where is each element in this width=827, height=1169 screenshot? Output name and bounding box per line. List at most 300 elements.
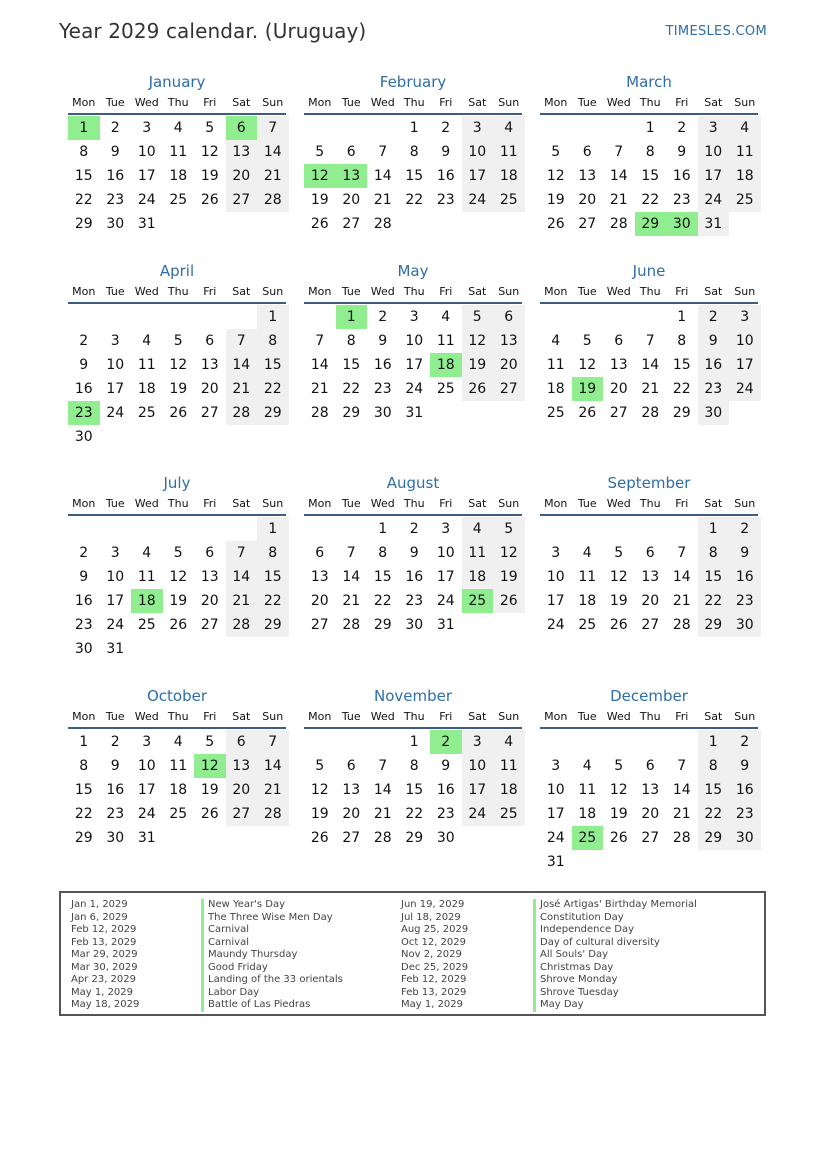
day-cell[interactable]: 1 xyxy=(257,517,289,541)
day-cell[interactable]: 16 xyxy=(74,381,93,397)
day-cell[interactable]: 24 xyxy=(106,405,125,421)
day-cell[interactable]: 26 xyxy=(462,377,494,401)
day-cell[interactable]: 30 xyxy=(436,830,455,846)
day-cell[interactable]: 6 xyxy=(346,144,356,160)
day-cell[interactable]: 21 xyxy=(342,593,361,609)
day-cell[interactable]: 8 xyxy=(79,144,89,160)
day-cell[interactable]: 9 xyxy=(729,754,761,778)
day-cell[interactable]: 4 xyxy=(551,333,561,349)
day-cell[interactable]: 14 xyxy=(672,569,691,585)
day-cell[interactable]: 26 xyxy=(200,806,219,822)
day-cell[interactable]: 2 xyxy=(677,120,687,136)
day-cell[interactable]: 16 xyxy=(729,565,761,589)
day-cell[interactable]: 26 xyxy=(310,830,329,846)
day-cell[interactable]: 4 xyxy=(582,758,592,774)
day-cell[interactable]: 23 xyxy=(436,192,455,208)
day-cell[interactable]: 12 xyxy=(462,329,494,353)
day-cell[interactable]: 22 xyxy=(257,589,289,613)
day-cell[interactable]: 21 xyxy=(226,377,258,401)
day-cell[interactable]: 15 xyxy=(74,782,93,798)
day-cell[interactable]: 5 xyxy=(493,517,525,541)
day-cell[interactable]: 21 xyxy=(672,806,691,822)
day-cell[interactable]: 3 xyxy=(110,545,120,561)
day-cell[interactable]: 15 xyxy=(698,778,730,802)
day-cell[interactable]: 1 xyxy=(257,305,289,329)
day-cell[interactable]: 13 xyxy=(200,357,219,373)
day-cell[interactable]: 15 xyxy=(672,357,691,373)
day-cell[interactable]: 22 xyxy=(405,806,424,822)
day-cell-holiday[interactable]: 13 xyxy=(336,164,368,188)
day-cell[interactable]: 9 xyxy=(409,545,419,561)
day-cell[interactable]: 4 xyxy=(493,730,525,754)
day-cell[interactable]: 6 xyxy=(493,305,525,329)
day-cell[interactable]: 11 xyxy=(462,541,494,565)
day-cell[interactable]: 24 xyxy=(405,381,424,397)
day-cell[interactable]: 19 xyxy=(310,192,329,208)
day-cell[interactable]: 13 xyxy=(609,357,628,373)
day-cell[interactable]: 14 xyxy=(226,353,258,377)
day-cell-holiday[interactable]: 25 xyxy=(572,826,604,850)
day-cell[interactable]: 7 xyxy=(257,116,289,140)
day-cell[interactable]: 11 xyxy=(729,140,761,164)
day-cell[interactable]: 15 xyxy=(641,168,660,184)
day-cell[interactable]: 15 xyxy=(405,782,424,798)
day-cell[interactable]: 26 xyxy=(546,216,565,232)
day-cell[interactable]: 29 xyxy=(373,617,392,633)
day-cell[interactable]: 21 xyxy=(672,593,691,609)
day-cell[interactable]: 1 xyxy=(677,309,687,325)
day-cell[interactable]: 7 xyxy=(677,545,687,561)
day-cell[interactable]: 20 xyxy=(641,593,660,609)
day-cell[interactable]: 8 xyxy=(346,333,356,349)
day-cell[interactable]: 24 xyxy=(546,830,565,846)
day-cell[interactable]: 15 xyxy=(342,357,361,373)
day-cell[interactable]: 17 xyxy=(729,353,761,377)
day-cell[interactable]: 17 xyxy=(436,569,455,585)
day-cell[interactable]: 13 xyxy=(200,569,219,585)
day-cell[interactable]: 29 xyxy=(698,613,730,637)
day-cell[interactable]: 10 xyxy=(546,569,565,585)
day-cell[interactable]: 22 xyxy=(342,381,361,397)
day-cell[interactable]: 19 xyxy=(169,381,188,397)
day-cell[interactable]: 9 xyxy=(441,144,451,160)
day-cell[interactable]: 2 xyxy=(441,120,451,136)
day-cell[interactable]: 8 xyxy=(409,758,419,774)
day-cell-holiday[interactable]: 12 xyxy=(304,164,336,188)
brand-link[interactable]: TIMESLES.COM xyxy=(665,24,767,39)
day-cell[interactable]: 23 xyxy=(74,617,93,633)
day-cell[interactable]: 31 xyxy=(137,216,156,232)
day-cell[interactable]: 2 xyxy=(79,545,89,561)
day-cell[interactable]: 10 xyxy=(546,782,565,798)
day-cell[interactable]: 28 xyxy=(226,401,258,425)
day-cell[interactable]: 11 xyxy=(169,758,188,774)
day-cell[interactable]: 17 xyxy=(698,164,730,188)
day-cell[interactable]: 24 xyxy=(729,377,761,401)
day-cell[interactable]: 30 xyxy=(729,613,761,637)
day-cell[interactable]: 11 xyxy=(578,782,597,798)
day-cell[interactable]: 7 xyxy=(226,541,258,565)
day-cell[interactable]: 3 xyxy=(551,758,561,774)
day-cell[interactable]: 17 xyxy=(546,593,565,609)
day-cell[interactable]: 3 xyxy=(462,730,494,754)
day-cell-holiday[interactable]: 18 xyxy=(430,353,462,377)
day-cell[interactable]: 6 xyxy=(315,545,325,561)
day-cell[interactable]: 25 xyxy=(546,405,565,421)
day-cell[interactable]: 7 xyxy=(378,144,388,160)
day-cell[interactable]: 30 xyxy=(373,405,392,421)
day-cell[interactable]: 21 xyxy=(609,192,628,208)
day-cell[interactable]: 12 xyxy=(310,782,329,798)
day-cell-holiday[interactable]: 1 xyxy=(336,305,368,329)
day-cell[interactable]: 23 xyxy=(672,192,691,208)
day-cell[interactable]: 31 xyxy=(436,617,455,633)
day-cell[interactable]: 9 xyxy=(698,329,730,353)
day-cell[interactable]: 8 xyxy=(378,545,388,561)
day-cell[interactable]: 21 xyxy=(373,806,392,822)
day-cell[interactable]: 30 xyxy=(405,617,424,633)
day-cell[interactable]: 28 xyxy=(342,617,361,633)
day-cell[interactable]: 2 xyxy=(110,734,120,750)
day-cell[interactable]: 10 xyxy=(106,569,125,585)
day-cell[interactable]: 22 xyxy=(373,593,392,609)
day-cell[interactable]: 25 xyxy=(137,617,156,633)
day-cell[interactable]: 15 xyxy=(257,565,289,589)
day-cell[interactable]: 12 xyxy=(169,357,188,373)
day-cell[interactable]: 17 xyxy=(462,778,494,802)
day-cell[interactable]: 5 xyxy=(173,545,183,561)
day-cell[interactable]: 25 xyxy=(169,192,188,208)
day-cell[interactable]: 22 xyxy=(74,806,93,822)
day-cell[interactable]: 10 xyxy=(698,140,730,164)
day-cell[interactable]: 7 xyxy=(346,545,356,561)
day-cell[interactable]: 28 xyxy=(672,830,691,846)
day-cell[interactable]: 8 xyxy=(257,541,289,565)
day-cell[interactable]: 20 xyxy=(609,381,628,397)
day-cell[interactable]: 12 xyxy=(609,782,628,798)
day-cell[interactable]: 7 xyxy=(614,144,624,160)
day-cell[interactable]: 27 xyxy=(609,405,628,421)
day-cell[interactable]: 13 xyxy=(493,329,525,353)
day-cell[interactable]: 28 xyxy=(672,617,691,633)
day-cell[interactable]: 30 xyxy=(698,401,730,425)
day-cell[interactable]: 29 xyxy=(257,401,289,425)
day-cell[interactable]: 26 xyxy=(169,617,188,633)
day-cell[interactable]: 27 xyxy=(641,617,660,633)
day-cell[interactable]: 19 xyxy=(200,168,219,184)
day-cell[interactable]: 19 xyxy=(310,806,329,822)
day-cell[interactable]: 4 xyxy=(582,545,592,561)
day-cell[interactable]: 5 xyxy=(315,144,325,160)
day-cell[interactable]: 17 xyxy=(106,593,125,609)
day-cell[interactable]: 8 xyxy=(409,144,419,160)
day-cell[interactable]: 24 xyxy=(462,188,494,212)
day-cell[interactable]: 24 xyxy=(137,192,156,208)
day-cell[interactable]: 1 xyxy=(79,734,89,750)
day-cell-holiday[interactable]: 18 xyxy=(131,589,163,613)
day-cell[interactable]: 25 xyxy=(137,405,156,421)
day-cell[interactable]: 10 xyxy=(137,144,156,160)
day-cell[interactable]: 14 xyxy=(226,565,258,589)
day-cell[interactable]: 3 xyxy=(142,120,152,136)
day-cell[interactable]: 14 xyxy=(257,754,289,778)
day-cell[interactable]: 25 xyxy=(493,188,525,212)
day-cell[interactable]: 27 xyxy=(200,405,219,421)
day-cell[interactable]: 22 xyxy=(257,377,289,401)
day-cell[interactable]: 24 xyxy=(106,617,125,633)
day-cell[interactable]: 20 xyxy=(226,164,258,188)
day-cell[interactable]: 2 xyxy=(79,333,89,349)
day-cell[interactable]: 17 xyxy=(106,381,125,397)
day-cell[interactable]: 10 xyxy=(462,140,494,164)
day-cell[interactable]: 9 xyxy=(110,144,120,160)
day-cell[interactable]: 28 xyxy=(310,405,329,421)
day-cell[interactable]: 10 xyxy=(106,357,125,373)
day-cell[interactable]: 18 xyxy=(169,782,188,798)
day-cell[interactable]: 15 xyxy=(405,168,424,184)
day-cell[interactable]: 19 xyxy=(462,353,494,377)
day-cell[interactable]: 2 xyxy=(729,517,761,541)
day-cell[interactable]: 11 xyxy=(493,754,525,778)
day-cell[interactable]: 31 xyxy=(698,212,730,236)
day-cell[interactable]: 5 xyxy=(551,144,561,160)
day-cell[interactable]: 8 xyxy=(698,541,730,565)
day-cell[interactable]: 25 xyxy=(578,617,597,633)
day-cell[interactable]: 8 xyxy=(79,758,89,774)
day-cell[interactable]: 21 xyxy=(257,164,289,188)
day-cell[interactable]: 24 xyxy=(137,806,156,822)
day-cell[interactable]: 19 xyxy=(546,192,565,208)
day-cell[interactable]: 10 xyxy=(137,758,156,774)
day-cell-holiday[interactable]: 2 xyxy=(430,730,462,754)
day-cell[interactable]: 13 xyxy=(342,782,361,798)
day-cell[interactable]: 8 xyxy=(645,144,655,160)
day-cell[interactable]: 28 xyxy=(373,830,392,846)
day-cell[interactable]: 11 xyxy=(169,144,188,160)
day-cell[interactable]: 27 xyxy=(493,377,525,401)
day-cell[interactable]: 15 xyxy=(698,565,730,589)
day-cell[interactable]: 16 xyxy=(729,778,761,802)
day-cell[interactable]: 27 xyxy=(226,188,258,212)
day-cell-holiday[interactable]: 12 xyxy=(194,754,226,778)
day-cell[interactable]: 6 xyxy=(614,333,624,349)
day-cell[interactable]: 20 xyxy=(641,806,660,822)
day-cell[interactable]: 12 xyxy=(200,144,219,160)
day-cell[interactable]: 18 xyxy=(729,164,761,188)
day-cell[interactable]: 17 xyxy=(137,168,156,184)
day-cell[interactable]: 2 xyxy=(729,730,761,754)
day-cell[interactable]: 16 xyxy=(672,168,691,184)
day-cell[interactable]: 13 xyxy=(226,754,258,778)
day-cell[interactable]: 17 xyxy=(462,164,494,188)
day-cell[interactable]: 26 xyxy=(493,589,525,613)
day-cell[interactable]: 29 xyxy=(698,826,730,850)
day-cell[interactable]: 27 xyxy=(226,802,258,826)
day-cell[interactable]: 3 xyxy=(729,305,761,329)
day-cell-holiday[interactable]: 25 xyxy=(462,589,494,613)
day-cell[interactable]: 5 xyxy=(582,333,592,349)
day-cell[interactable]: 7 xyxy=(257,730,289,754)
day-cell[interactable]: 3 xyxy=(551,545,561,561)
day-cell[interactable]: 26 xyxy=(310,216,329,232)
day-cell[interactable]: 10 xyxy=(436,545,455,561)
day-cell[interactable]: 4 xyxy=(173,734,183,750)
day-cell[interactable]: 25 xyxy=(493,802,525,826)
day-cell[interactable]: 1 xyxy=(409,120,419,136)
day-cell[interactable]: 22 xyxy=(672,381,691,397)
day-cell[interactable]: 30 xyxy=(74,641,93,657)
day-cell[interactable]: 21 xyxy=(373,192,392,208)
day-cell[interactable]: 23 xyxy=(729,589,761,613)
day-cell[interactable]: 9 xyxy=(677,144,687,160)
day-cell[interactable]: 23 xyxy=(436,806,455,822)
day-cell-holiday[interactable]: 1 xyxy=(68,116,100,140)
day-cell[interactable]: 23 xyxy=(729,802,761,826)
day-cell[interactable]: 13 xyxy=(310,569,329,585)
day-cell[interactable]: 18 xyxy=(137,381,156,397)
day-cell[interactable]: 26 xyxy=(578,405,597,421)
day-cell[interactable]: 14 xyxy=(342,569,361,585)
day-cell-holiday[interactable]: 6 xyxy=(226,116,258,140)
day-cell[interactable]: 21 xyxy=(310,381,329,397)
day-cell[interactable]: 4 xyxy=(493,116,525,140)
day-cell[interactable]: 29 xyxy=(74,216,93,232)
day-cell[interactable]: 7 xyxy=(645,333,655,349)
day-cell[interactable]: 10 xyxy=(729,329,761,353)
day-cell[interactable]: 16 xyxy=(373,357,392,373)
day-cell[interactable]: 17 xyxy=(137,782,156,798)
day-cell[interactable]: 31 xyxy=(106,641,125,657)
day-cell[interactable]: 5 xyxy=(173,333,183,349)
day-cell-holiday[interactable]: 30 xyxy=(666,212,698,236)
day-cell[interactable]: 1 xyxy=(378,521,388,537)
day-cell[interactable]: 30 xyxy=(106,830,125,846)
day-cell[interactable]: 5 xyxy=(205,120,215,136)
day-cell[interactable]: 14 xyxy=(609,168,628,184)
day-cell[interactable]: 15 xyxy=(257,353,289,377)
day-cell[interactable]: 28 xyxy=(226,613,258,637)
day-cell[interactable]: 11 xyxy=(137,569,156,585)
day-cell[interactable]: 18 xyxy=(578,593,597,609)
day-cell[interactable]: 10 xyxy=(462,754,494,778)
day-cell[interactable]: 28 xyxy=(641,405,660,421)
day-cell[interactable]: 29 xyxy=(257,613,289,637)
day-cell[interactable]: 9 xyxy=(79,569,89,585)
day-cell[interactable]: 23 xyxy=(405,593,424,609)
day-cell[interactable]: 30 xyxy=(729,826,761,850)
day-cell[interactable]: 22 xyxy=(698,589,730,613)
day-cell[interactable]: 14 xyxy=(641,357,660,373)
day-cell[interactable]: 20 xyxy=(342,806,361,822)
day-cell[interactable]: 20 xyxy=(342,192,361,208)
day-cell[interactable]: 27 xyxy=(200,617,219,633)
day-cell[interactable]: 23 xyxy=(698,377,730,401)
day-cell[interactable]: 28 xyxy=(257,802,289,826)
day-cell[interactable]: 18 xyxy=(546,381,565,397)
day-cell[interactable]: 14 xyxy=(672,782,691,798)
day-cell[interactable]: 1 xyxy=(645,120,655,136)
day-cell[interactable]: 16 xyxy=(698,353,730,377)
day-cell[interactable]: 31 xyxy=(546,854,565,870)
day-cell[interactable]: 11 xyxy=(436,333,455,349)
day-cell[interactable]: 20 xyxy=(578,192,597,208)
day-cell[interactable]: 20 xyxy=(493,353,525,377)
day-cell[interactable]: 24 xyxy=(462,802,494,826)
day-cell[interactable]: 20 xyxy=(310,593,329,609)
day-cell[interactable]: 16 xyxy=(74,593,93,609)
day-cell[interactable]: 9 xyxy=(110,758,120,774)
day-cell[interactable]: 7 xyxy=(226,329,258,353)
day-cell[interactable]: 26 xyxy=(609,830,628,846)
day-cell[interactable]: 23 xyxy=(373,381,392,397)
day-cell[interactable]: 14 xyxy=(310,357,329,373)
day-cell[interactable]: 5 xyxy=(614,758,624,774)
day-cell[interactable]: 20 xyxy=(226,778,258,802)
day-cell[interactable]: 18 xyxy=(493,164,525,188)
day-cell[interactable]: 17 xyxy=(405,357,424,373)
day-cell[interactable]: 20 xyxy=(200,593,219,609)
day-cell[interactable]: 21 xyxy=(257,778,289,802)
day-cell[interactable]: 28 xyxy=(609,216,628,232)
day-cell[interactable]: 19 xyxy=(169,593,188,609)
day-cell[interactable]: 28 xyxy=(373,216,392,232)
day-cell[interactable]: 6 xyxy=(226,730,258,754)
day-cell[interactable]: 12 xyxy=(493,541,525,565)
day-cell[interactable]: 12 xyxy=(546,168,565,184)
day-cell[interactable]: 14 xyxy=(257,140,289,164)
day-cell[interactable]: 31 xyxy=(137,830,156,846)
day-cell[interactable]: 6 xyxy=(205,333,215,349)
day-cell[interactable]: 19 xyxy=(200,782,219,798)
day-cell[interactable]: 11 xyxy=(546,357,565,373)
day-cell[interactable]: 7 xyxy=(677,758,687,774)
day-cell[interactable]: 1 xyxy=(698,730,730,754)
day-cell[interactable]: 22 xyxy=(405,192,424,208)
day-cell[interactable]: 25 xyxy=(436,381,455,397)
day-cell[interactable]: 5 xyxy=(315,758,325,774)
day-cell[interactable]: 28 xyxy=(257,188,289,212)
day-cell[interactable]: 13 xyxy=(641,782,660,798)
day-cell[interactable]: 2 xyxy=(698,305,730,329)
day-cell[interactable]: 18 xyxy=(169,168,188,184)
day-cell[interactable]: 19 xyxy=(609,593,628,609)
day-cell[interactable]: 3 xyxy=(110,333,120,349)
day-cell[interactable]: 3 xyxy=(698,116,730,140)
day-cell[interactable]: 6 xyxy=(582,144,592,160)
day-cell[interactable]: 27 xyxy=(310,617,329,633)
day-cell[interactable]: 21 xyxy=(641,381,660,397)
day-cell[interactable]: 23 xyxy=(106,192,125,208)
day-cell[interactable]: 26 xyxy=(200,192,219,208)
day-cell[interactable]: 27 xyxy=(342,830,361,846)
day-cell[interactable]: 3 xyxy=(142,734,152,750)
day-cell[interactable]: 18 xyxy=(493,778,525,802)
day-cell[interactable]: 24 xyxy=(698,188,730,212)
day-cell[interactable]: 19 xyxy=(493,565,525,589)
day-cell[interactable]: 4 xyxy=(173,120,183,136)
day-cell[interactable]: 16 xyxy=(405,569,424,585)
day-cell[interactable]: 29 xyxy=(672,405,691,421)
day-cell[interactable]: 16 xyxy=(106,782,125,798)
day-cell[interactable]: 15 xyxy=(74,168,93,184)
day-cell[interactable]: 6 xyxy=(645,758,655,774)
day-cell[interactable]: 22 xyxy=(641,192,660,208)
day-cell[interactable]: 5 xyxy=(205,734,215,750)
day-cell[interactable]: 10 xyxy=(405,333,424,349)
day-cell[interactable]: 24 xyxy=(436,593,455,609)
day-cell[interactable]: 6 xyxy=(205,545,215,561)
day-cell[interactable]: 8 xyxy=(698,754,730,778)
